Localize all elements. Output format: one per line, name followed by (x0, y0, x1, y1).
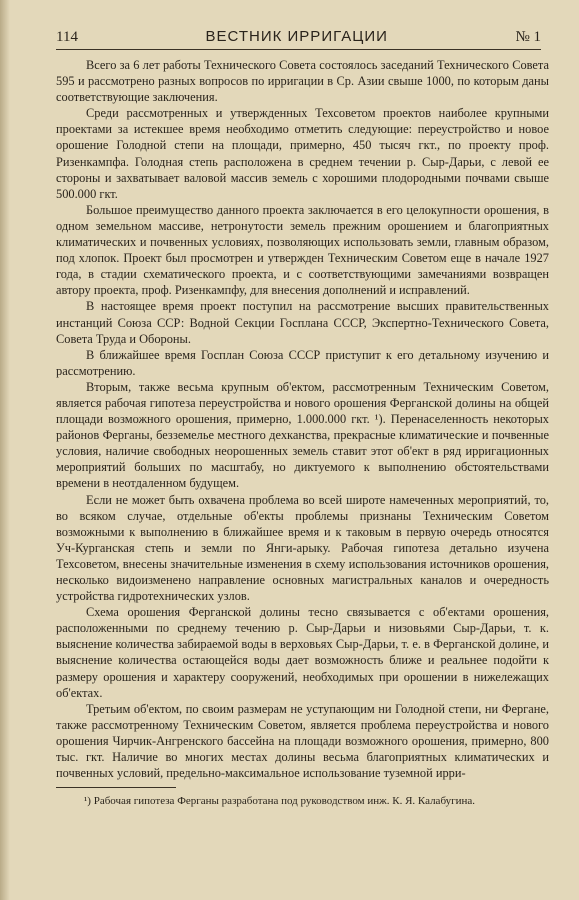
page-header (56, 28, 541, 50)
footnote: ¹) Рабочая гипотеза Ферганы разработана под руководством инж. К. Я. Калабугина. (84, 795, 476, 808)
paragraph: Большое преимущество данного проекта заключается в его целокупности орошения, в одном земельном массиве, нетронутости земель прежним орошением и благоприятных климатических и почвенных условиях, позволяющих использовать земли, главным образом, под хлопок. Проект был просмотрен и утвержден Техническим Советом еще в начале 1927 года, в стадии схематического проекта, и с соответствующими замечаниями возвращен автору проекта, проф. Ризенкампфу, для внесения дополнений и исправлений. (56, 202, 549, 298)
paragraph: В настоящее время проект поступил на рассмотрение высших правительственных инстанций Союза ССР: Водной Секции Госплана СССР, Экспертно-Технического Совета, Совета Труда и Обороны. (56, 299, 549, 346)
paragraph: Вторым, также весьма крупным об'ектом, рассмотренным Техническим Советом, является рабочая гипотеза переустройства и нового орошения Ферганской долины на общей площади возможного орошения, примерно, 1.000.000 гкт. ¹). Перенаселенность некоторых районов Ферганы, безземелье местного дехканства, прекрасные климатические и почвенные условия, наличие свободных неорошенных земель ставит этот об'ект в ряд ирригационных мероприятий больших по масштабу, но диктуемого к выполнению обстоятельствами времени в неотдаленном будущем. (56, 379, 549, 491)
journal-title: ВЕСТНИК ИРРИГАЦИИ (205, 28, 388, 45)
article-body (56, 57, 549, 781)
paragraph: Среди рассмотренных и утвержденных Техсоветом проектов наиболее крупными проектами за истекшее время необходимо отметить следующие: переустройство и новое орошение Голодной степи на площади, примерно, 450 тысяч гкт., по проекту проф. Ризенкампфа. Голодная степь расположена в среднем течении р. Сыр-Дарьи, с левой ее стороны и захватывает валовой массив земель с хорошими плодородными почвами свыше 500.000 гкт. (56, 106, 549, 201)
issue-number: № 1 (515, 29, 541, 45)
paragraph: Схема орошения Ферганской долины тесно связывается с об'ектами орошения, расположенными по среднему течению р. Сыр-Дарьи и низовьями Сыр-Дарьи, т. к. выяснение количества забираемой воды в верховьях Сыр-Дарьи, т. е. в Ферганской долине, и выяснение количества остающейся воды дает возможность ближе и реальнее подойти к размеру орошения и характеру сооружений, необходимых при орошении в нижележащих об'ектах. (56, 605, 549, 700)
page-number: 114 (56, 29, 78, 45)
paragraph: Всего за 6 лет работы Технического Совета состоялось заседаний Технического Совета 595 и рассмотрено разных вопросов по ирригации в Ср. Азии свыше 1000, по которым даны соответствующие заключения. (56, 58, 549, 105)
paragraph: Если не может быть охвачена проблема во всей широте намеченных мероприятий, то, во всяком случае, отдельные об'екты проблемы признаны Техническим Советом возможными к выполнению в ближайшее время и к таковым в первую очередь относятся Уч-Курганская степь и земли по Янги-арыку. Рабочая гипотеза детально изучена Техсоветом, внесены значительные изменения в схему использования источников орошения, несколько видоизменено направление основных магистральных каналов и очередность устройства гидротехнических узлов. (56, 492, 549, 604)
paragraph: В ближайшее время Госплан Союза СССР приступит к его детальному изучению и рассмотрению. (56, 347, 549, 378)
paragraph: Третьим об'ектом, по своим размерам не уступающим ни Голодной степи, ни Фергане, также рассмотренному Техническим Советом, является проблема переустройства и нового орошения Чирчик-Ангренского бассейна на площади возможного орошения, примерно, 800 тыс. гкт. Наличие во многих местах долины весьма благоприятных климатических и почвенных условий, предельно-максимальное использование туземной ирри- (56, 701, 549, 781)
footnote-divider (56, 787, 176, 788)
